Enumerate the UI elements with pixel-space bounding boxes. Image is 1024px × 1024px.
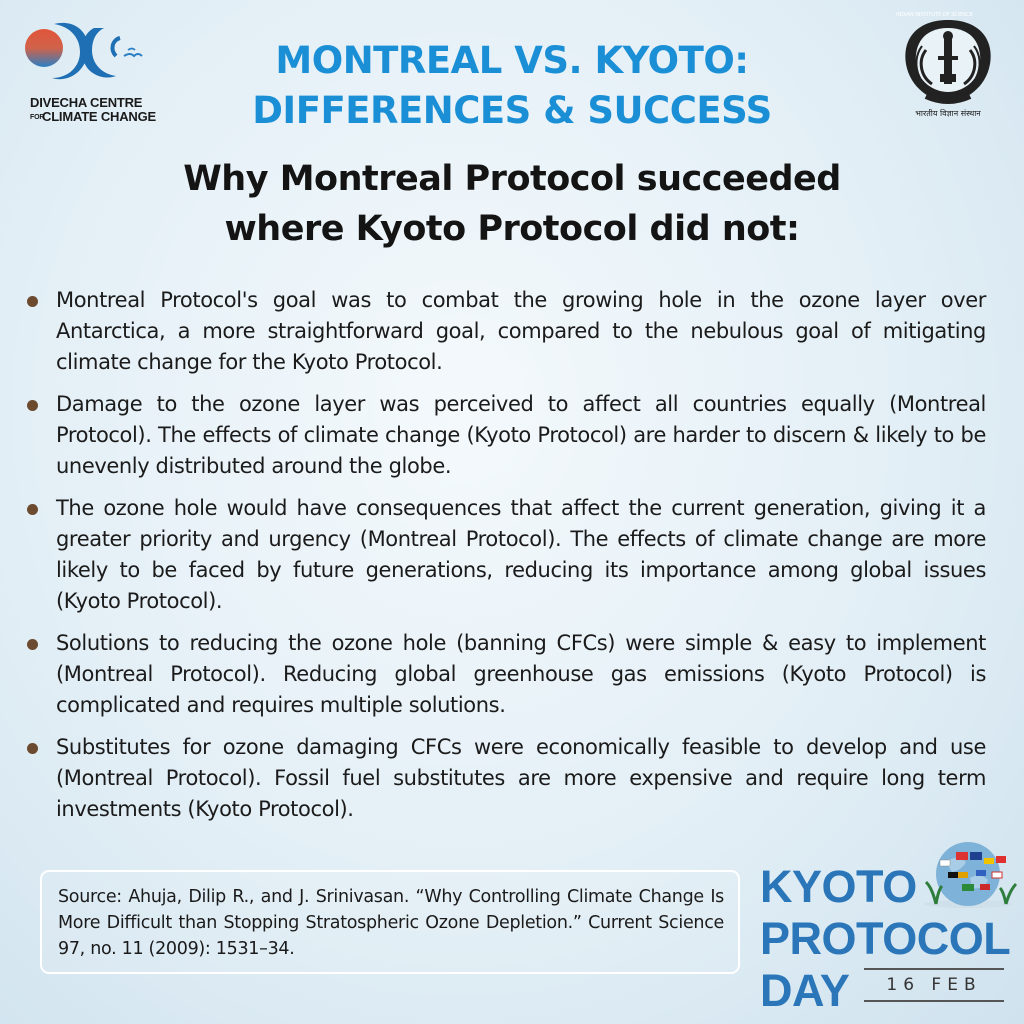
bullet-dot-icon bbox=[27, 296, 38, 307]
list-item-text: Substitutes for ozone damaging CFCs were economically feasible to develop and use (Montreal Protocol). Fossil fuel substitutes are more expensive and require long term investments (Kyoto Protocol). bbox=[56, 735, 986, 821]
kyoto-protocol-day-badge bbox=[760, 858, 1020, 1018]
divecha-centre-logo bbox=[24, 18, 154, 133]
page-title bbox=[180, 36, 844, 136]
iisc-hindi-name: भारतीय विज्ञान संस्थान bbox=[915, 109, 981, 118]
source-citation-box bbox=[40, 870, 740, 974]
list-item-text: Solutions to reducing the ozone hole (banning CFCs) were simple & easy to implement (Montreal Protocol). Reducing global greenhouse gas emissions (Kyoto Protocol) is complicated and requires multiple solutions. bbox=[56, 631, 986, 717]
list-item bbox=[22, 732, 986, 825]
subtitle bbox=[100, 154, 924, 254]
bullet-dot-icon bbox=[27, 639, 38, 650]
page-title-line2: DIFFERENCES & SUCCESS bbox=[252, 89, 772, 132]
list-item-text: Damage to the ozone layer was perceived to affect all countries equally (Montreal Protocol). The effects of climate change (Kyoto Protocol) are harder to discern & likely to be unevenly distributed around the globe. bbox=[56, 392, 986, 478]
list-item bbox=[22, 628, 986, 721]
bullet-dot-icon bbox=[27, 400, 38, 411]
badge-date: 16 FEB bbox=[864, 968, 1004, 1002]
bullet-dot-icon bbox=[27, 743, 38, 754]
list-item bbox=[22, 285, 986, 378]
source-citation-text: Source: Ahuja, Dilip R., and J. Srinivasan. “Why Controlling Climate Change Is More Difficult than Stopping Stratospheric Ozone Depletion.” Current Science 97, no. 11 (2009): 1531–34. bbox=[58, 887, 724, 959]
org-name-for: FOR bbox=[30, 113, 45, 121]
badge-line2: PROTOCOL bbox=[760, 913, 1011, 964]
list-item bbox=[22, 493, 986, 617]
subtitle-line2: where Kyoto Protocol did not: bbox=[224, 209, 800, 249]
reasons-list bbox=[22, 285, 986, 836]
org-name-line2: CLIMATE CHANGE bbox=[42, 109, 156, 124]
list-item-text: Montreal Protocol's goal was to combat the growing hole in the ozone layer over Antarctica, a more straightforward goal, compared to the nebulous goal of mitigating climate change for the Kyoto Protocol. bbox=[56, 288, 986, 374]
iisc-ring-text: INDIAN INSTITUTE OF SCIENCE bbox=[896, 12, 973, 18]
iisc-logo bbox=[896, 12, 1000, 126]
list-item-text: The ozone hole would have consequences that affect the current generation, giving it a greater priority and urgency (Montreal Protocol). The effects of climate change are more likely to be faced by future generations, reducing its importance among global issues (Kyoto Protocol). bbox=[56, 496, 986, 613]
divecha-logo-mark-icon bbox=[24, 18, 154, 94]
iisc-emblem-icon bbox=[896, 12, 1000, 108]
badge-line3: DAY bbox=[760, 965, 850, 1016]
subtitle-line1: Why Montreal Protocol succeeded bbox=[183, 159, 841, 199]
badge-line1: KYOTO bbox=[760, 861, 917, 912]
list-item bbox=[22, 389, 986, 482]
org-name-line1: DIVECHA CENTRE bbox=[30, 95, 143, 110]
page-title-line1: MONTREAL VS. KYOTO: bbox=[275, 39, 749, 82]
bullet-dot-icon bbox=[27, 504, 38, 515]
